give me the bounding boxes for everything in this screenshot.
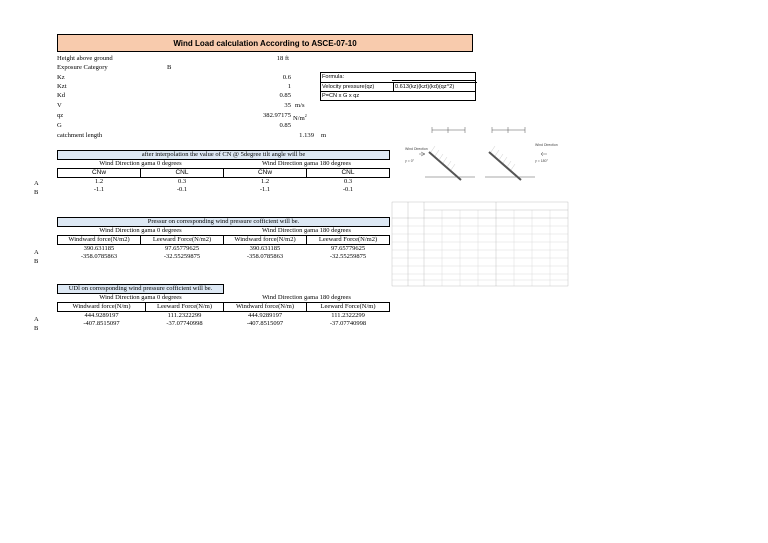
table-row: -358.0785863 -32.55259875 -358.0785863 -32.55259875 bbox=[80, 253, 367, 260]
wind-dir-label-right: Wind Direction bbox=[535, 143, 558, 147]
param-height: Height above ground 18 ft bbox=[57, 55, 289, 62]
cn-col-3: CNw bbox=[224, 169, 307, 178]
cn-table-title: after interpolation the value of CN @ 5degree tilt angle will be bbox=[58, 151, 390, 160]
wind-gamma-right: γ = 180° bbox=[535, 159, 548, 163]
pressure-table-title: Pressur on corresponding wind pressure cofficient will be. bbox=[58, 218, 390, 227]
formula-extra bbox=[392, 72, 476, 81]
param-catchment: catchment length 1.139 m bbox=[57, 132, 327, 139]
table-row: 444.9289197 111.2322299 444.9289197 111.2322299 bbox=[84, 312, 365, 319]
param-kd: Kd 0.85 bbox=[57, 92, 291, 99]
cn-col-1: CNw bbox=[58, 169, 141, 178]
param-qz: qz 382.97175 $N/m^2$ bbox=[57, 112, 307, 123]
row-label-b: B bbox=[34, 325, 39, 332]
param-v: V 35 m/s bbox=[57, 102, 305, 109]
row-label-a: A bbox=[34, 316, 39, 323]
udl-table-title: UDl on corresponding wind pressure cofficient will be. bbox=[58, 285, 224, 294]
cn-dir0: Wind Direction gama 0 degrees bbox=[99, 160, 182, 167]
table-row: -407.8515097 -37.07740998 -407.8515097 -37.07740998 bbox=[83, 320, 367, 327]
param-kz: Kz 0.6 bbox=[57, 74, 291, 81]
formula-box: Formula: Velocity pressure(qz) 0.613(kz)(kzt)(kd)(qz^2) P=CN x G x qz bbox=[320, 72, 476, 101]
table-row: 390.631185 97.65779625 390.631185 97.65779625 bbox=[83, 245, 366, 252]
page-title: Wind Load calculation According to ASCE-07-10 bbox=[57, 34, 473, 52]
table-row: -1.1 -0.1 -1.1 -0.1 bbox=[93, 186, 354, 193]
param-g: G 0.85 bbox=[57, 122, 291, 129]
param-kzt: Kzt 1 bbox=[57, 83, 291, 90]
cn-col-2: CNL bbox=[141, 169, 224, 178]
row-label-b: B bbox=[34, 189, 39, 196]
coefficient-reference-table bbox=[390, 200, 570, 288]
cn-table bbox=[57, 150, 390, 194]
row-label-a: A bbox=[34, 180, 39, 187]
row-label-a: A bbox=[34, 249, 39, 256]
wind-gamma-left: γ = 0° bbox=[405, 159, 415, 163]
cn-col-4: CNL bbox=[307, 169, 390, 178]
wind-dir-label-left: Wind Direction bbox=[405, 147, 428, 151]
udl-table: UDl on corresponding wind pressure cofficient will be. Wind Direction gama 0 degrees Wind Direction gama 180 degrees Windward force(N/m) Leeward Force(N/m) Windward force(N/m) Leeward Force(N/m) 444.9289197 111.2322299 444.9289197 111.2322299 -407.8515097 -37.07740998 -407.8515097 -37.07740998 bbox=[57, 284, 390, 328]
table-row: 1.2 0.3 1.2 0.3 bbox=[94, 178, 353, 185]
cn-dir180: Wind Direction gama 180 degrees bbox=[262, 160, 351, 167]
row-label-b: B bbox=[34, 258, 39, 265]
pressure-table: Pressur on corresponding wind pressure cofficient will be. Wind Direction gama 0 degrees Wind Direction gama 180 degrees Windward force(N/m2) Leeward Force(N/m2) Windward force(N/m2) Leeward Force(N/m2) 390.631185 97.65779625 390.631185 97.65779625 -358.0785863 -32.55259875 -358.0785863 -32.55259875 bbox=[57, 217, 390, 261]
param-exposure: Exposure Category B bbox=[57, 64, 172, 71]
roof-wind-diagram bbox=[395, 122, 558, 187]
